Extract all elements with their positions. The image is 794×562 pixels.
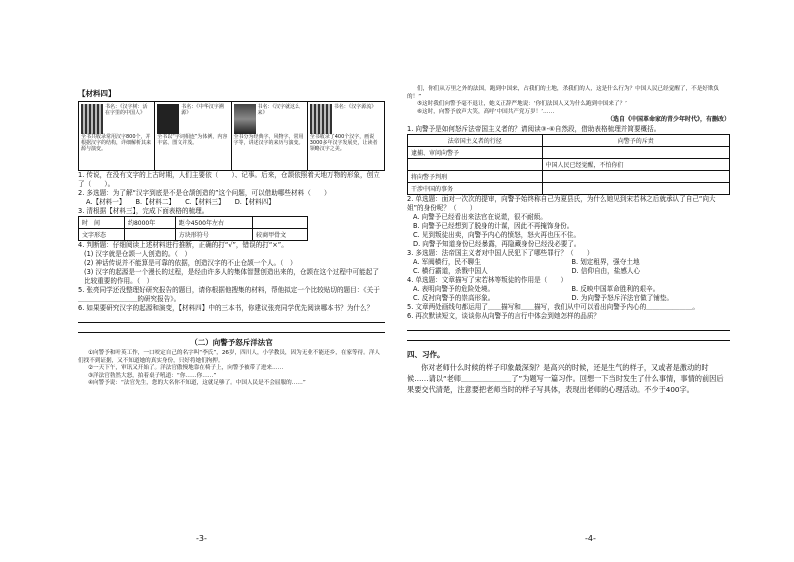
question-2-options	[78, 198, 385, 207]
material-desc: 全书以“字词相连”为体例，内容丰富、图文并茂。	[157, 134, 228, 146]
article-paragraph: ②一天下午，审讯又开始了。洋法官傲慢地靠在椅子上，向警予被带了进来……	[88, 365, 284, 372]
question-4-options	[407, 285, 730, 303]
option[interactable]: D.【材料四】	[234, 198, 275, 206]
section-heading: 四、习作。	[407, 349, 445, 359]
option[interactable]: A.【材料一】	[86, 198, 126, 206]
article-paragraph: 们，你们从万里之外的法国，跑到中国来，占我们的土地，杀我们的人，这是什么行为？中国人民已经觉醒了，不是好欺负的！”	[407, 86, 720, 100]
q4-item: (3) 汉字的起源是一个漫长的过程，是经由许多人的集体智慧创造出来的，仓颉在这个过程中可能起了比较重要的作用。（ ）	[84, 268, 379, 285]
question-3: 3. 清根据【材料三】，完成下面表格的梳理。	[78, 207, 209, 215]
question-4: 4. 判断题：仔细阅读上述材料进行推断，正确的打“√”，错误的打“×”。	[78, 241, 288, 249]
summary-table: 法帝国主义者的行径 向警予的斥责 逮捕、审问向警予 中国人民已经觉醒，不怕你们 将向警予判刑 干涉中国的事务	[407, 134, 730, 195]
timeline-table: 时 间 约8000年 距今4500年左右 文字形态 方块形符号 较商甲骨文	[78, 216, 308, 241]
answer-line[interactable]	[407, 331, 730, 341]
question-5: 5. 张亮同学还没整理好研究报告的题目，请你根据他搜集的材料，帮他拟定一个比较贴切的题目：《关于＿＿＿＿＿＿＿＿＿的研究报告》。	[78, 286, 380, 303]
option[interactable]: B. 划定租界，强夺土地	[571, 257, 640, 266]
option[interactable]: C. 见到叛徒出卖，向警予内心的愤怒，怒火再也压不住。	[413, 230, 581, 239]
article-paragraph: ④向警予说：“法官先生，您的大名你不知道，这就足够了。中国人民是不会屈服的……”	[88, 380, 306, 387]
book-cover-icon	[81, 104, 103, 134]
question-3: 3. 多选题：法帝国主义者对中国人民犯下了哪些罪行？（ ）	[407, 248, 594, 257]
question-3-options	[407, 258, 730, 276]
question-2: 2. 单选题：面对一次次的提审，向警予始终称自己为夏县氏，为什么她见到宋若林之后就承认了自己“向大姐”的身份呢？（ ）	[407, 194, 716, 212]
material-desc: 全书共收录常用汉字800个，并根据汉字的结构，详细解析其来源与演变。	[81, 134, 152, 152]
material-card: 书名：《汉字树：活在字里的中国人》 全书共收录常用汉字800个，并根据汉字的结构，详细解析其来源与演变。	[79, 102, 155, 170]
question-6: 6. 再次默读短文，谈谈你从向警予的言行中体会到她怎样的品质？	[407, 311, 601, 320]
material-desc: 全书收录了400个汉字，画说3000多年汉字发展史，让读者领略汉字之美。	[309, 134, 378, 152]
option[interactable]: D. 向警予知道身份已经暴露，再隐藏身份已经没必要了。	[413, 239, 581, 248]
answer-line[interactable]	[78, 323, 385, 333]
article-source: （选自《中国革命家的青少年时代》，有删改）	[606, 116, 730, 124]
page-number: -3-	[196, 534, 207, 543]
question-5: 5. 文章两处画线句都运用了＿＿描写和＿＿描写，我们从中可以看出向警予内心的＿＿＿＿＿＿＿。	[407, 302, 699, 311]
right-page	[397, 0, 794, 562]
article-title: （二）向警予怒斥洋法官	[190, 338, 273, 347]
article-paragraph: ③洋法官勃然大怒，拍着桌子吼道：“你……你……”	[88, 372, 217, 379]
material-title: 【材料四】	[78, 89, 116, 98]
question-1: 1. 传说，在没有文字的上古时期，人们主要依（ ）、记事。后来，仓颉依照着天地万物的形象，创立了（ ）。	[78, 171, 380, 188]
q4-item: (1) 汉字就是仓颉一人创造的。（ ）	[84, 250, 192, 258]
option[interactable]: B. 反映中国革命胜利的艰辛。	[571, 284, 660, 293]
article-paragraph: ⑥这时，向警予放声大笑，高呼‘中国共产党万岁！’……	[417, 108, 555, 115]
article-paragraph: ①向警予和叶英工作，一口咬定自己的名字叫“李氏”，26岁，四川人，小学教员，因为无业不能还乡，在家等待。洋人们找不到证据，又不知道她的真实身份，只好将她们拘押。	[78, 350, 381, 364]
option[interactable]: C. 横行霸道，杀戮中国人	[413, 266, 488, 275]
material-card: 书名：《汉字就这么来》 全书分为经典字、风物字、常用字等，讲述汉字的来历与演变。	[232, 102, 308, 170]
option[interactable]: A. 军阀横行，民不聊生	[413, 257, 481, 266]
book-cover-icon	[157, 104, 179, 134]
book-cover-icon	[310, 104, 332, 134]
question-6: 6. 如果要研究汉字的起源和演变，【材料四】中的三本书，你建议张亮同学优先阅读哪本书？为什么？	[78, 304, 374, 312]
option[interactable]: D. 信仰自由，盐感人心	[571, 266, 641, 275]
book-cover-icon	[234, 104, 256, 134]
material-card: 书名：《中华汉字溯源》 全书以“字词相连”为体例，内容丰富、图文并茂。	[155, 102, 231, 170]
option[interactable]: C. 反衬向警予的崇高形象。	[413, 293, 495, 302]
option[interactable]: B. 向警予已经想到了脱身的计谋，因此不再掩饰身份。	[413, 221, 574, 230]
option[interactable]: A. 表明向警予的危险处境。	[413, 284, 495, 293]
q4-item: (2) 神话传说并不能算是可靠的依据，创造汉字的不止仓颉一个人。（ ）	[84, 259, 297, 267]
option[interactable]: D. 为向警予怒斥洋法官做了铺垫。	[571, 293, 674, 302]
material-card: 书名：《汉字源流》 全书收录了400个汉字，画说3000多年汉字发展史，让读者领略汉字之美。	[308, 102, 384, 170]
question-1: 1. 向警予是如何怒斥法帝国主义者的？请阅读③-⑥自然段，借助表格梳理并简要概括。	[407, 124, 661, 133]
option[interactable]: B.【材料二】	[135, 198, 176, 206]
material-desc: 全书分为经典字、风物字、常用字等，讲述汉字的来历与演变。	[233, 134, 304, 146]
question-2: 2. 多选题：为了解“汉字到底是不是仓颉创造的”这个问题，可以借助哪些材料（ ）	[78, 189, 331, 197]
answer-line[interactable]	[78, 313, 385, 323]
answer-line[interactable]	[407, 321, 730, 331]
option[interactable]: A. 向警予已经看出来法官在说谎，很不耐烦。	[413, 212, 547, 221]
page-number: -4-	[585, 534, 596, 543]
article-paragraph: ⑤这时我们向警予毫不退让，她义正辞严地说：‘你们法国人又为什么跑到中国来了？’	[417, 101, 627, 108]
question-4: 4. 单选题：文章描写了宋若林等叛徒的作用是（ ）	[407, 275, 568, 284]
composition-prompt: 你对老师什么时候的样子印象最深刻？是高兴的时候，还是生气的样子，又或者是激动的时候……请以“老师＿＿＿＿＿＿＿了”为题写一篇习作。回想一下当时发生了什么事情，事情的前因后果要交代清楚，注意要把老师当时的样子写具体，表现出老师的心理活动。不少于400字。	[407, 362, 724, 394]
materials-grid	[78, 101, 385, 171]
option[interactable]: C.【材料三】	[185, 198, 225, 206]
